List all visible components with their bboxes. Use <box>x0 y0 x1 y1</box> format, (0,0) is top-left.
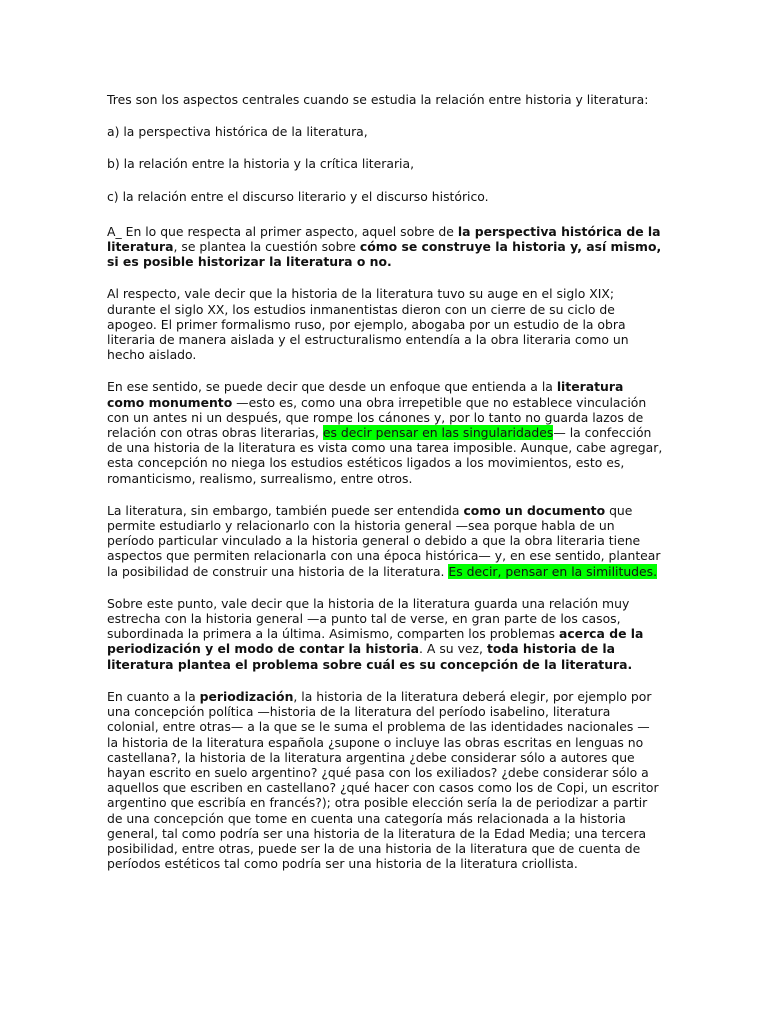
bold-run: toda historia de la literatura plantea el problema sobre cuál es su concepción de la literatura. <box>107 641 633 672</box>
list-item-a: a) la perspectiva histórica de la literatura, <box>107 124 368 140</box>
bold-run: cómo se construye la historia y, así mismo, si es posible historizar la literatura o no. <box>107 239 662 270</box>
text-run: . A su vez, <box>419 641 487 657</box>
intro-paragraph: Tres son los aspectos centrales cuando se estudia la relación entre historia y literatura: <box>107 92 649 107</box>
bold-run: la perspectiva histórica de la literatura <box>107 223 661 255</box>
bold-run: periodización <box>199 688 294 704</box>
paragraph-sobre <box>107 596 663 672</box>
text-run: A_ En lo que respecta al primer aspecto, aquel sobre de <box>107 223 458 239</box>
document-page <box>107 92 663 888</box>
text-run: — la confección de una historia de la literatura es vista como una tarea imposible. Aunque, cabe agregar, esta concepción no niega los estudios estéticos ligados a los movimientos, esto es, romanticismo, realismo, surrealismo, entre otros. <box>107 425 663 486</box>
paragraph-aspect-a <box>107 224 663 270</box>
paragraph-documento <box>107 503 663 579</box>
list-item-c: c) la relación entre el discurso literario y el discurso histórico. <box>107 188 489 204</box>
paragraph-periodizacion <box>107 689 663 871</box>
paragraph-respecto: Al respecto, vale decir que la historia de la literatura tuvo su auge en el siglo XIX; durante el siglo XX, los estudios inmanentistas dieron con un cierre de su ciclo de apogeo. El primer formalismo ruso, por ejemplo, abogaba por un estudio de la obra literaria de manera aislada y el estructuralismo entendía a la obra literaria como un hecho aislado. <box>107 286 629 363</box>
highlighted-text: es decir pensar en las singularidades <box>322 425 554 441</box>
text-run: que permite estudiarlo y relacionarlo con la historia general —sea porque habla de un período particular vinculado a la historia general o debido a que la obra literaria tiene aspectos que permiten relacionarla con una época histórica— y, en ese sentido, plantear la posibilidad de construir una historia de la literatura. <box>107 502 661 579</box>
highlighted-text: Es decir, pensar en la similitudes. <box>448 563 658 579</box>
list-item-b: b) la relación entre la historia y la crítica literaria, <box>107 156 415 172</box>
text-run: Sobre este punto, vale decir que la historia de la literatura guarda una relación muy estrecha con la historia general —a punto tal de verse, en gran parte de los casos, subordinada la primera a la última. Asimismo, comparten los problemas <box>107 595 630 642</box>
text-run: En ese sentido, se puede decir que desde un enfoque que entienda a la <box>107 379 557 395</box>
paragraph-monumento <box>107 379 663 485</box>
bold-run: acerca de la periodización y el modo de contar la historia <box>107 626 644 657</box>
text-run: , se plantea la cuestión sobre <box>173 239 360 255</box>
text-run: —esto es, como una obra irrepetible que no establece vinculación con un antes ni un después, que rompe los cánones y, por lo tanto no guarda lazos de relación con otras obras literarias, <box>107 394 647 441</box>
bold-run: literatura como monumento <box>107 379 624 410</box>
text-run: , la historia de la literatura deberá elegir, por ejemplo por una concepción política —historia de la literatura del período isabelino, literatura colonial, entre otras— a la que se le suma el problema de las identidades nacionales — la historia de la literatura española ¿supone o incluye las obras escritas en lenguas no castellana?, la historia de la literatura argentina ¿debe considerar sólo a autores que hayan escrito en suelo argentino? ¿qué pasa con los exiliados? ¿debe considerar sólo a aquellos que escriben en castellano? ¿qué hacer con casos como los de Copi, un escritor argentino que escribía en francés?); otra posible elección sería la de periodizar a partir de una concepción que tome en cuenta una categoría más relacionada a la historia general, tal como podría ser una historia de la literatura de la Edad Media; una tercera posibilidad, entre otras, puede ser la de una historia de la literatura que de cuenta de períodos estéticos tal como podría ser una historia de la literatura criollista. <box>107 688 659 872</box>
text-run: En cuanto a la <box>107 688 200 704</box>
text-run: La literatura, sin embargo, también puede ser entendida <box>107 502 464 518</box>
bold-run: como un documento <box>463 502 606 518</box>
